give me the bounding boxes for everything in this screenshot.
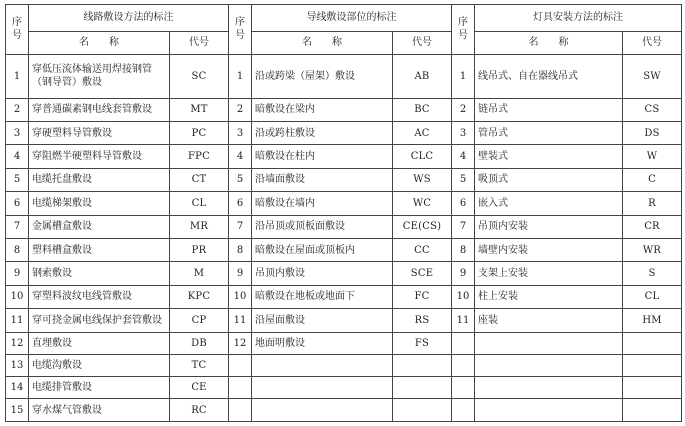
group1-title: 线路敷设方法的标注 — [29, 5, 229, 32]
group2-row-name: 地面明敷设 — [252, 332, 393, 354]
group3-row-name: 座装 — [475, 309, 623, 332]
group3-empty-cell — [623, 377, 682, 399]
group2-row-name: 沿墙面敷设 — [252, 168, 393, 191]
group3-row-name: 线吊式、自在器线吊式 — [475, 54, 623, 98]
group2-row-code: BC — [393, 98, 452, 121]
group2-row-name: 暗敷设在梁内 — [252, 98, 393, 121]
group1-row-code: DB — [170, 332, 229, 354]
group3-empty-cell — [623, 399, 682, 422]
group3-row-number: 7 — [452, 215, 475, 238]
group3-row-code: SW — [623, 54, 682, 98]
group1-row-name: 穿可挠金属电线保护套管敷设 — [29, 309, 170, 332]
group2-row-number: 6 — [229, 192, 252, 215]
group1-row-name — [29, 54, 170, 98]
group1-row-code: PC — [170, 121, 229, 144]
group3-empty-cell — [452, 377, 475, 399]
group3-row-number: 6 — [452, 192, 475, 215]
group3-row-name: 嵌入式 — [475, 192, 623, 215]
group2-row-code: SCE — [393, 262, 452, 285]
group3-row-name: 壁装式 — [475, 145, 623, 168]
group1-row-number: 10 — [6, 285, 29, 308]
group1-row-name: 电缆排管敷设 — [29, 377, 170, 399]
group3-row-number: 10 — [452, 285, 475, 308]
header-row-columns — [6, 31, 682, 54]
group3-row-name: 柱上安装 — [475, 285, 623, 308]
group1-row-code: CT — [170, 168, 229, 191]
group2-row-code: RS — [393, 309, 452, 332]
group1-row-name: 电缆沟敷设 — [29, 354, 170, 376]
group1-row-name: 穿塑料波纹电线管敷设 — [29, 285, 170, 308]
group2-row-code: CC — [393, 238, 452, 261]
group2-row-number: 4 — [229, 145, 252, 168]
group1-name-header: 名 称 — [29, 31, 170, 54]
table-row — [6, 54, 682, 98]
group3-row-code: C — [623, 168, 682, 191]
group3-empty-cell — [452, 399, 475, 422]
group3-row-number: 9 — [452, 262, 475, 285]
group1-row-code: MT — [170, 98, 229, 121]
group2-name-header: 名 称 — [252, 31, 393, 54]
group3-row-number: 5 — [452, 168, 475, 191]
group2-empty-cell — [229, 399, 252, 422]
group3-empty-cell — [452, 354, 475, 376]
group1-row-number: 1 — [6, 54, 29, 98]
group2-row-number: 5 — [229, 168, 252, 191]
group3-row-code: WR — [623, 238, 682, 261]
header-row-title — [6, 5, 682, 32]
group1-row-code: KPC — [170, 285, 229, 308]
table-row — [6, 262, 682, 285]
group3-seq-header: 序 号 — [452, 5, 475, 55]
group1-row-name: 穿硬塑料导管敷设 — [29, 121, 170, 144]
group2-row-code: WS — [393, 168, 452, 191]
group1-row-code: M — [170, 262, 229, 285]
group3-row-name: 墙壁内安装 — [475, 238, 623, 261]
group1-row-number: 7 — [6, 215, 29, 238]
group3-row-name: 链吊式 — [475, 98, 623, 121]
group1-row-code: MR — [170, 215, 229, 238]
group3-row-code: R — [623, 192, 682, 215]
group2-row-name: 沿或跨梁（屋架）敷设 — [252, 54, 393, 98]
group1-row-name-line1: 穿低压流体输送用焊接钢管 — [32, 64, 152, 76]
group3-row-code: W — [623, 145, 682, 168]
group1-row-number: 11 — [6, 309, 29, 332]
group3-empty-cell — [475, 399, 623, 422]
group2-row-number: 9 — [229, 262, 252, 285]
group1-row-number: 9 — [6, 262, 29, 285]
group2-row-code: WC — [393, 192, 452, 215]
group2-row-name: 暗敷设在柱内 — [252, 145, 393, 168]
group1-row-number: 15 — [6, 399, 29, 422]
table-row — [6, 192, 682, 215]
group2-row-code: CLC — [393, 145, 452, 168]
group3-row-number: 3 — [452, 121, 475, 144]
group3-empty-cell — [475, 377, 623, 399]
table-row — [6, 238, 682, 261]
group1-row-number: 14 — [6, 377, 29, 399]
group3-code-header: 代号 — [623, 31, 682, 54]
group1-row-name: 电缆托盘敷设 — [29, 168, 170, 191]
group1-row-name: 金属槽盒敷设 — [29, 215, 170, 238]
group2-empty-cell — [229, 354, 252, 376]
group2-row-number: 3 — [229, 121, 252, 144]
group1-row-name: 穿阻燃半硬塑料导管敷设 — [29, 145, 170, 168]
group2-seq-header: 序 号 — [229, 5, 252, 55]
group1-row-number: 13 — [6, 354, 29, 376]
group2-row-code: FC — [393, 285, 452, 308]
group1-seq-header: 序 号 — [6, 5, 29, 55]
group2-empty-cell — [393, 399, 452, 422]
group1-row-name: 塑料槽盒敷设 — [29, 238, 170, 261]
group3-row-code: S — [623, 262, 682, 285]
group2-row-number: 7 — [229, 215, 252, 238]
group3-row-name: 管吊式 — [475, 121, 623, 144]
group1-row-code: FPC — [170, 145, 229, 168]
group2-row-name: 沿屋面敷设 — [252, 309, 393, 332]
group1-row-name: 直埋敷设 — [29, 332, 170, 354]
group1-row-code: SC — [170, 54, 229, 98]
group2-row-name: 暗敷设在屋面或顶板内 — [252, 238, 393, 261]
group1-row-code: RC — [170, 399, 229, 422]
group1-row-code: TC — [170, 354, 229, 376]
group1-row-number: 6 — [6, 192, 29, 215]
group2-row-name: 暗敷设在地板或地面下 — [252, 285, 393, 308]
group2-row-number: 10 — [229, 285, 252, 308]
group2-row-code: AB — [393, 54, 452, 98]
table-row — [6, 354, 682, 376]
group2-row-name: 暗敷设在墙内 — [252, 192, 393, 215]
group1-row-number: 5 — [6, 168, 29, 191]
group1-row-name: 穿水煤气管敷设 — [29, 399, 170, 422]
group1-row-number: 3 — [6, 121, 29, 144]
group2-row-number: 11 — [229, 309, 252, 332]
group1-code-header: 代号 — [170, 31, 229, 54]
group3-row-code: CS — [623, 98, 682, 121]
group2-title: 导线敷设部位的标注 — [252, 5, 452, 32]
group2-row-code: CE(CS) — [393, 215, 452, 238]
group3-row-number: 2 — [452, 98, 475, 121]
table-row — [6, 377, 682, 399]
group2-row-number: 1 — [229, 54, 252, 98]
group3-row-code: CL — [623, 285, 682, 308]
group3-row-name: 吊顶内安装 — [475, 215, 623, 238]
group3-row-number: 4 — [452, 145, 475, 168]
group3-empty-cell — [475, 332, 623, 354]
group3-empty-cell — [623, 332, 682, 354]
group2-empty-cell — [393, 377, 452, 399]
group1-row-name: 电缆梯架敷设 — [29, 192, 170, 215]
group2-empty-cell — [229, 377, 252, 399]
group1-row-name: 穿普通碳素钢电线套管敷设 — [29, 98, 170, 121]
group2-row-name: 沿或跨柱敷设 — [252, 121, 393, 144]
group2-code-header: 代号 — [393, 31, 452, 54]
group1-row-code: PR — [170, 238, 229, 261]
group3-name-header: 名 称 — [475, 31, 623, 54]
group1-row-number: 12 — [6, 332, 29, 354]
group3-empty-cell — [452, 332, 475, 354]
group3-empty-cell — [623, 354, 682, 376]
group3-row-code: HM — [623, 309, 682, 332]
group2-row-number: 2 — [229, 98, 252, 121]
group3-title: 灯具安装方法的标注 — [475, 5, 682, 32]
group1-row-number: 4 — [6, 145, 29, 168]
group3-row-code: CR — [623, 215, 682, 238]
table-row — [6, 121, 682, 144]
table-row — [6, 145, 682, 168]
group2-empty-cell — [393, 354, 452, 376]
group2-empty-cell — [252, 377, 393, 399]
group3-empty-cell — [475, 354, 623, 376]
table-row — [6, 332, 682, 354]
group3-row-code: DS — [623, 121, 682, 144]
group3-row-number: 1 — [452, 54, 475, 98]
group3-row-name: 支架上安装 — [475, 262, 623, 285]
table-row — [6, 285, 682, 308]
group3-row-number: 8 — [452, 238, 475, 261]
group2-row-code: FS — [393, 332, 452, 354]
group1-row-code: CE — [170, 377, 229, 399]
group1-row-name: 钢索敷设 — [29, 262, 170, 285]
table-row — [6, 399, 682, 422]
group2-row-number: 8 — [229, 238, 252, 261]
table-row — [6, 309, 682, 332]
group1-row-number: 2 — [6, 98, 29, 121]
group3-row-name: 吸顶式 — [475, 168, 623, 191]
group1-row-code: CP — [170, 309, 229, 332]
group1-row-number: 8 — [6, 238, 29, 261]
group1-row-name-line2: （钢导管）敷设 — [32, 77, 102, 89]
group2-row-code: AC — [393, 121, 452, 144]
group2-empty-cell — [252, 354, 393, 376]
table-row — [6, 168, 682, 191]
group3-row-number: 11 — [452, 309, 475, 332]
table-row — [6, 98, 682, 121]
table-row — [6, 215, 682, 238]
group2-row-number: 12 — [229, 332, 252, 354]
group2-row-name: 吊顶内敷设 — [252, 262, 393, 285]
annotation-code-table — [5, 4, 682, 422]
group2-row-name: 沿吊顶或顶板面敷设 — [252, 215, 393, 238]
group2-empty-cell — [252, 399, 393, 422]
group1-row-code: CL — [170, 192, 229, 215]
